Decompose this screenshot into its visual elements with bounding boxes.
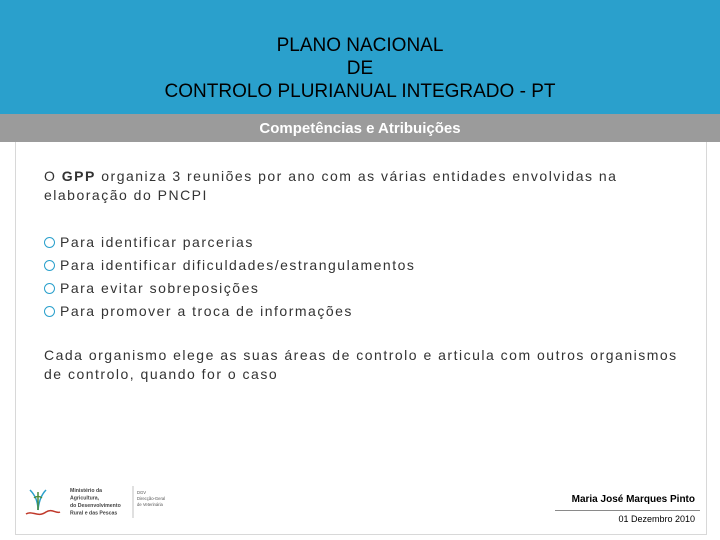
hollow-circle-icon [44,306,55,317]
intro-prefix: O [44,168,62,184]
page-title [0,0,720,103]
closing-paragraph: Cada organismo elege as suas áreas de controlo e articula com outros organismos de controlo, quando for o caso [44,347,678,382]
hollow-circle-icon [44,283,55,294]
intro-strong: GPP [61,168,96,184]
title-line-2: DE [346,58,374,79]
section-title: Competências e Atribuições [259,120,461,137]
author-name: Maria José Marques Pinto [571,494,695,505]
bullet-list [44,231,415,323]
logo-line-4: Rural e das Pescas [70,510,118,517]
list-item-text: Para identificar parcerias [60,234,254,250]
title-banner [0,0,720,114]
ministry-logo-icon [24,482,184,526]
list-item [44,254,415,277]
list-item-text: Para promover a troca de informações [60,303,353,319]
logo-sub-1: DGV [137,490,147,495]
intro-rest: organiza 3 reuniões por ano com as várias entidades envolvidas na elaboração do PNCPI [44,168,618,203]
hollow-circle-icon [44,237,55,248]
logo-sub-2: Direcção-Geral [137,496,166,501]
list-item [44,300,415,323]
list-item-text: Para evitar sobreposições [60,280,260,296]
section-bar [0,114,720,142]
hollow-circle-icon [44,260,55,271]
logo-line-3: do Desenvolvimento [70,503,121,509]
title-line-3: CONTROLO PLURIANUAL INTEGRADO - PT [164,81,556,102]
list-item-text: Para identificar dificuldades/estrangulamentos [60,257,416,273]
footer-divider [555,510,700,511]
list-item [44,277,415,300]
title-line-1: PLANO NACIONAL [276,35,444,56]
presentation-date: 01 Dezembro 2010 [618,514,695,524]
plant-mark-icon [26,490,60,514]
list-item [44,231,415,254]
intro-paragraph [44,167,694,205]
logo-line-2: Agricultura, [70,495,100,502]
logo-line-1: Ministério da [70,488,102,494]
logo-sub-3: de Veterinária [137,502,163,507]
